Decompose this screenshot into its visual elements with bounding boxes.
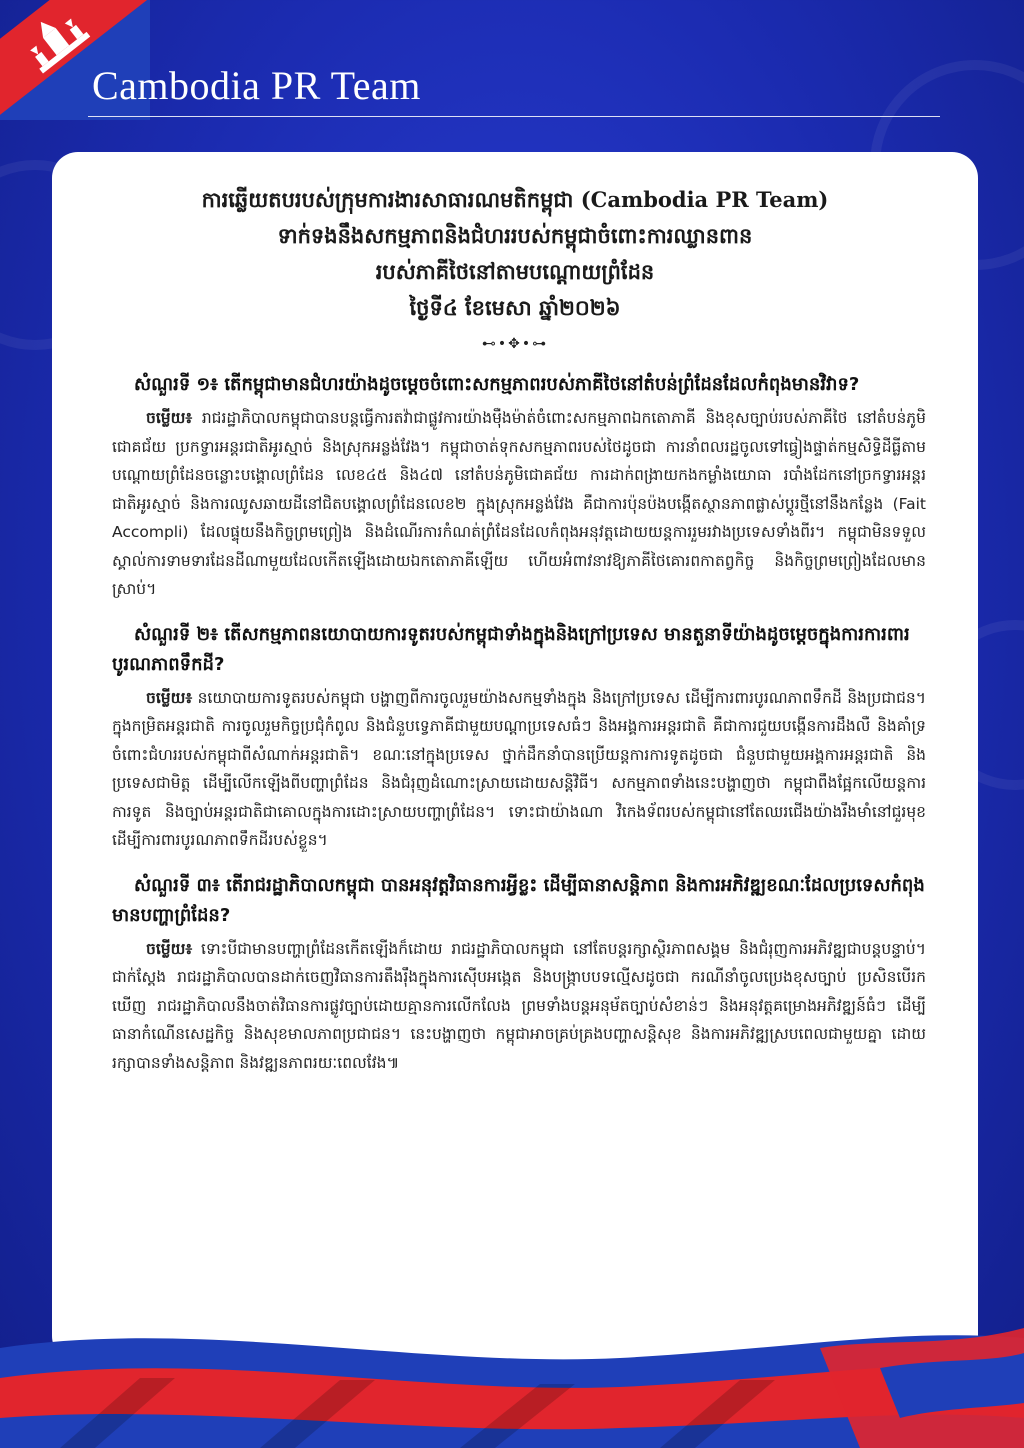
title-line: ការឆ្លើយតបរបស់ក្រុមការងារសាធារណមតិកម្ពុជា (Cambodia PR Team) — [201, 187, 829, 212]
answer-label: ចម្លើយ៖ — [146, 939, 193, 958]
answer-text: ទោះបីជាមានបញ្ហាព្រំដែនកើតឡើងក៏ដោយ រាជរដ្ឋាភិបាលកម្ពុជា នៅតែបន្តរក្សាស្ថិរភាពសង្គម និងជំរុញការអភិវឌ្ឍជាបន្តបន្ទាប់។ ជាក់ស្តែង រាជរដ្ឋាភិបាលបានដាក់ចេញវិធានការតឹងរ៉ឹងក្នុងការស៊ើបអង្កេត និងបង្ក្រាបបទល្មើសដូចជា ករណីនាំចូលប្រេងខុសច្បាប់ ប្រសិនបើរកឃើញ រាជរដ្ឋាភិបាលនឹងចាត់វិធានការផ្លូវច្បាប់ដោយគ្មានការលើកលែង ព្រមទាំងបន្តអនុម័តច្បាប់សំខាន់ៗ និងអនុវត្តគម្រោងអភិវឌ្ឍន៍ធំៗ ដើម្បីធានាកំណើនសេដ្ឋកិច្ច និងសុខមាលភាពប្រជាជន។ នេះបង្ហាញថា កម្ពុជាអាចគ្រប់គ្រងបញ្ហាសន្តិសុខ និងការអភិវឌ្ឍស្របពេលជាមួយគ្នា ដោយរក្សាបានទាំងសន្តិភាព និងវឌ្ឍនភាពរយៈពេលវែង៕ — [112, 939, 926, 1072]
title-date: ថ្ងៃទី៤ ខែមេសា ឆ្នាំ២០២៦ — [409, 295, 621, 320]
answer-1 — [112, 404, 926, 604]
answer-label: ចម្លើយ៖ — [146, 688, 193, 707]
flag-wave-decoration — [0, 1308, 1024, 1448]
question-1: សំណួរទី ១៖ តើកម្ពុជាមានជំហរយ៉ាងដូចម្តេចចំពោះសកម្មភាពរបស់ភាគីថៃនៅតំបន់ព្រំដែនដែលកំពុងមានវិវាទ? — [134, 374, 860, 395]
divider-ornament: ⊷•✥•⊶ — [481, 336, 549, 352]
answer-text: នយោបាយការទូតរបស់កម្ពុជា បង្ហាញពីការចូលរួមយ៉ាងសកម្មទាំងក្នុង និងក្រៅប្រទេស ដើម្បីការពារបូរណភាពទឹកដី និងប្រជាជន។ ក្នុងកម្រិតអន្តរជាតិ ការចូលរួមកិច្ចប្រជុំកំពូល និងជំនួបទ្វេភាគីជាមួយបណ្តាប្រទេសធំៗ និងអង្គការអន្តរជាតិ គឺជាការជួយបង្កើនការដឹងលឺ និងគាំទ្រចំពោះជំហររបស់កម្ពុជាពីសំណាក់អន្តរជាតិ។ ខណៈនៅក្នុងប្រទេស ថ្នាក់ដឹកនាំបានប្រើយន្តការការទូតដូចជា ជំនួបជាមួយអង្គការអន្តរជាតិ និងប្រទេសជាមិត្ត ដើម្បីលើកឡើងពីបញ្ហាព្រំដែន និងជំរុញដំណោះស្រាយដោយសន្តិវិធី។ សកម្មភាពទាំងនេះបង្ហាញថា កម្ពុជាពឹងផ្អែកលើយន្តការការទូត និងច្បាប់អន្តរជាតិជាគោលក្នុងការដោះស្រាយបញ្ហាព្រំដែន។ ទោះជាយ៉ាងណា វិកេងទ័ពរបស់កម្ពុជានៅតែឈរជើងយ៉ាងរឹងមាំនៅជួរមុខដើម្បីការពារបូរណភាពទឹកដីរបស់ខ្លួន។ — [112, 688, 926, 849]
title-line: ទាក់ទងនឹងសកម្មភាពនិងជំហររបស់កម្ពុជាចំពោះការឈ្លានពាន — [277, 223, 753, 248]
question-2: សំណួរទី ២៖ តើសកម្មភាពនយោបាយការទូតរបស់កម្ពុជាទាំងក្នុងនិងក្រៅប្រទេស មានតួនាទីយ៉ាងដូចម្តេចក្នុងការការពារបូរណភាពទឹកដី? — [112, 623, 910, 675]
header-divider — [88, 116, 940, 117]
title-line: របស់ភាគីថៃនៅតាមបណ្តោយព្រំដែន — [375, 259, 655, 284]
answer-2 — [112, 684, 926, 855]
document-card — [52, 152, 978, 1362]
answer-3 — [112, 935, 926, 1078]
brand-title: Cambodia PR Team — [92, 63, 421, 108]
document-title — [52, 182, 978, 326]
answer-text: រាជរដ្ឋាភិបាលកម្ពុជាបានបន្តធ្វើការតវ៉ាជាផ្លូវការយ៉ាងម៉ឺងម៉ាត់ចំពោះសកម្មភាពឯកតោភាគី និងខុសច្បាប់របស់ភាគីថៃ នៅតំបន់ភូមិជោគជ័យ ប្រកទ្វារអន្តរជាតិអូរស្មាច់ និងស្រុកអន្លង់វែង។ កម្ពុជាចាត់ទុកសកម្មភាពរបស់ថៃដូចជា ការនាំពលរដ្ឋចូលទៅធ្វៀងផ្ទាត់កម្មសិទ្ធិដីធ្លីតាមបណ្តោយព្រំដែនចន្លោះបង្គោលព្រំដែន លេខ៤៥ និង៤៧ នៅតំបន់ភូមិជោគជ័យ ការដាក់ពង្រាយកងកម្លាំងយោធា របាំងដែកនៅច្រកទ្វារអន្តរជាតិអូរស្មាច់ និងការឈូសឆាយដីនៅជិតបង្គោលព្រំដែនលេខ២ ក្នុងស្រុកអន្លង់វែង គឺជាការប៉ុនប៉ងបង្កើតស្ថានភាពផ្លាស់ប្តូរថ្មីនៅនឹងកន្លែង (Fait Accompli) ដែលផ្ទុយនឹងកិច្ចព្រមព្រៀង និងដំណើរការកំណត់ព្រំដែនដែលកំពុងអនុវត្តដោយយន្តការរួមរវាងប្រទេសទាំងពីរ។ កម្ពុជាមិនទទួលស្គាល់ការទាមទារដែនដីណាមួយដែលកើតឡើងដោយឯកតោភាគីឡើយ ហើយអំពាវនាវឱ្យភាគីថៃគោរពកាតព្វកិច្ច និងកិច្ចព្រមព្រៀងដែលមានស្រាប់។ — [112, 409, 926, 598]
answer-label: ចម្លើយ៖ — [146, 409, 193, 427]
question-3: សំណួរទី ៣៖ តើរាជរដ្ឋាភិបាលកម្ពុជា បានអនុវត្តវិធានការអ្វីខ្លះ ដើម្បីធានាសន្តិភាព និងការអភិវឌ្ឍខណៈដែលប្រទេសកំពុងមានបញ្ហាព្រំដែន? — [112, 874, 925, 926]
qa-section — [52, 370, 978, 1077]
